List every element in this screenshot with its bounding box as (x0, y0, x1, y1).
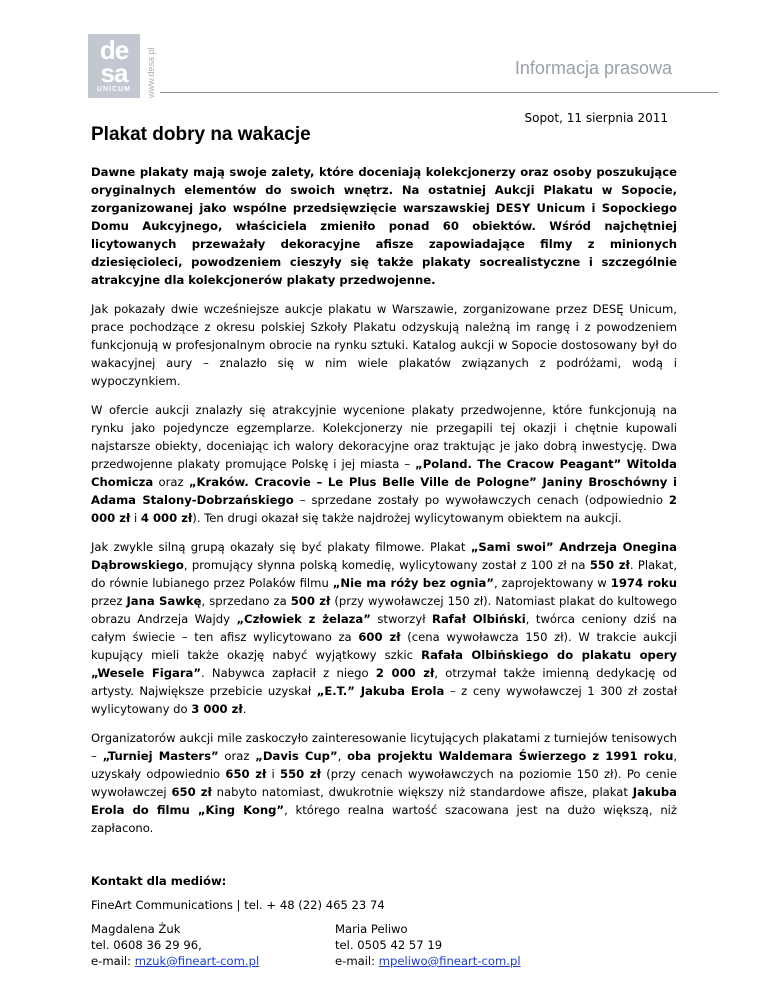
bold-text: Jana Sawkę (126, 594, 202, 608)
bold-text: „Człowiek z żelaza” (236, 612, 371, 626)
desa-unicum-logo (88, 34, 140, 98)
bold-text: 4 000 zł (140, 511, 193, 525)
lead-paragraph: Dawne plakaty mają swoje zalety, które doceniają kolekcjonerzy oraz osoby poszukujące oryginalnych elementów do swoich wnętrz. Na ostatniej Aukcji Plakatu w Sopocie, zorganizowanej jako wspólne przedsięwzięcie warszawskiej DESY Unicum i Sopockiego Domu Aukcyjnego, właściciela zmieniło ponad 60 obiektów. Wśród najchętniej licytowanych przeważały dekoracyjne afisze zapowiadające filmy z minionych dziesięcioleci, powodzeniem cieszyły się także plakaty socrealistyczne i szczególnie atrakcyjne dla kolekcjonerów plakaty przedwojenne. (91, 165, 677, 287)
text: (cena wywoławcza 150 zł). W trakcie aukcji kupujący mieli także okazję nabyć wyjątkowy szkic (91, 630, 677, 662)
header-divider (160, 92, 718, 93)
text: . Nabywca zapłacił z niego (201, 666, 376, 680)
bold-text: 600 zł (358, 630, 401, 644)
text: , promujący słynna polską komedię, wylicytowany został z 100 zł na (183, 558, 590, 572)
email-link[interactable]: mzuk@fineart-com.pl (134, 954, 260, 968)
bold-text: 2 000 zł (375, 666, 435, 680)
contact-person (91, 921, 335, 969)
text: przez (91, 594, 127, 608)
contact-title: Kontakt dla mediów: (91, 874, 227, 888)
text: Jak zwykle silną grupą okazały się być plakaty filmowe. Plakat (91, 540, 471, 554)
text: (przy wywoławczej 150 zł). Natomiast plakat do kultowego obrazu Andrzeja Wajdy (91, 594, 677, 626)
bold-text: 1974 roku (610, 576, 677, 590)
contact-phone: tel. 0608 36 29 96, (91, 938, 202, 952)
text: i (266, 767, 281, 781)
text: , sprzedano za (201, 594, 291, 608)
bold-text: „Nie ma róży bez ognia” (332, 576, 494, 590)
contact-person (335, 921, 579, 969)
email-label: e-mail: (91, 954, 135, 968)
bold-text: 550 zł (589, 558, 630, 572)
text: Organizatorów aukcji mile zaskoczyło zainteresowanie licytujących plakatami z turniejów tenisowych – (91, 731, 677, 763)
bold-text: oba projektu Waldemara Świerzego z 1991 roku (347, 749, 674, 763)
bold-text: 2 000 zł (91, 493, 677, 525)
media-contact (91, 873, 677, 969)
logo-line-2: sa (100, 58, 128, 88)
text: – sprzedane zostały po wywoławczych cenach (odpowiednio (293, 493, 669, 507)
bold-text: „Poland. The Cracow Peagant” Witolda Chomicza (91, 457, 677, 489)
text: ). Ten drugi okazał się także najdrożej wylicytowanym obiektem na aukcji. (192, 511, 622, 525)
text: W ofercie aukcji znalazły się atrakcyjnie wycenione plakaty przedwojenne, które funkcjonują na rynku jako pojedyncze egzemplarze. Kolekcjonerzy nie przegapili tej okazji i chętnie kupowali najstarsze obiekty, doceniając ich walory dekoracyjne oraz traktując je jako dobrą inwestycję. Dwa przedwojenne plakaty promujące Polskę i jej miasta – (91, 403, 677, 471)
contact-email-row (335, 953, 579, 969)
text: oraz (218, 749, 256, 763)
bold-text: „E.T.” Jakuba Erola (316, 684, 445, 698)
bold-text: 550 zł (280, 767, 321, 781)
text: . (242, 702, 247, 716)
contact-name: Maria Peliwo (335, 922, 408, 936)
text: nabyto natomiast, dwukrotnie większy niż standardowe afisze, plakat (211, 785, 633, 799)
text: . Plakat, do równie lubianego przez Polaków filmu (91, 558, 677, 590)
bold-text: Rafała Olbińskiego do plakatu opery „Wesele Figara” (91, 648, 677, 680)
text: – z ceny wywoławczej 1 300 zł został wylicytowany do (91, 684, 678, 716)
contact-phone: tel. 0505 42 57 19 (335, 938, 443, 952)
text: , zaprojektowany w (493, 576, 611, 590)
contact-email-row (91, 953, 335, 969)
bold-text: 500 zł (290, 594, 331, 608)
text: stworzył (370, 612, 433, 626)
text: , uzyskały odpowiednio (91, 749, 678, 781)
text: , twórca ceniony dziś na całym świecie – ten afisz wylicytowano za (91, 612, 678, 644)
text: , którego realna wartość szacowana jest na dużo większą, niż zapłacono. (91, 803, 677, 835)
paragraph-1: Jak pokazały dwie wcześniejsze aukcje plakatu w Warszawie, zorganizowane przez DESĘ Unicum, prace pochodzące z okresu polskiej Szkoły Plakatu odzyskują należną im rangę i z powodzeniem funkcjonują w profesjonalnym obrocie na rynku sztuki. Katalog aukcji w Sopocie dostosowany był do wakacyjnej aury – znalazło się w nim wiele plakatów związanych z podróżami, wodą i wypoczynkiem. (91, 302, 677, 388)
logo-line-3: UNICUM (97, 86, 131, 93)
paragraph-4 (91, 729, 677, 837)
paragraph-3 (91, 538, 677, 718)
bold-text: „Sami swoi” Andrzeja Onegina Dąbrowskiego (91, 540, 677, 572)
text: , otrzymał także imienną dedykację od artysty. Największe przebicie uzyskał (91, 666, 677, 698)
paragraph-2 (91, 401, 677, 527)
header-title: Informacja prasowa (514, 58, 672, 78)
bold-text: Rafał Olbiński (432, 612, 526, 626)
contact-name: Magdalena Żuk (91, 922, 181, 936)
dateline: Sopot, 11 sierpnia 2011 (524, 111, 668, 125)
headline: Plakat dobry na wakacje (91, 124, 311, 145)
text: , (337, 749, 348, 763)
bold-text: „Davis Cup” (255, 749, 338, 763)
contact-people (91, 921, 677, 969)
bold-text: 650 zł (225, 767, 267, 781)
logo-url: www.desa.pl (146, 47, 156, 98)
text: oraz (153, 475, 189, 489)
text: (przy cenach wywoławczych na poziomie 150 zł). Po cenie wywoławczej (91, 767, 677, 799)
bold-text: 3 000 zł (191, 702, 243, 716)
logo-line-1: de (99, 35, 129, 65)
bold-text: 650 zł (171, 785, 212, 799)
email-link[interactable]: mpeliwo@fineart-com.pl (378, 954, 521, 968)
bold-text: Jakuba Erola do filmu „King Kong” (91, 785, 677, 817)
contact-agency: FineArt Communications | tel. + 48 (22) 465 23 74 (91, 898, 385, 912)
text: i (130, 511, 141, 525)
article-body (91, 163, 677, 848)
bold-text: „Turniej Masters” (102, 749, 219, 763)
email-label: e-mail: (335, 954, 379, 968)
bold-text: „Kraków. Cracovie – Le Plus Belle Ville de Pologne” Janiny Broschówny i Adama Stalony-Dobrzańskiego (91, 475, 678, 507)
